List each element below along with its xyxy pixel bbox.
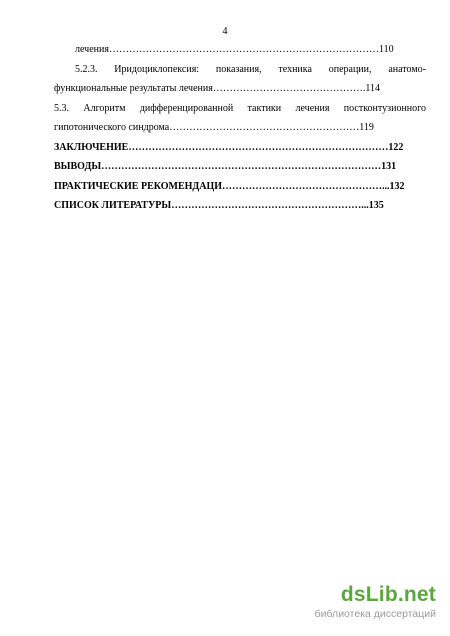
page-number: 4: [222, 26, 228, 37]
toc-entry-continuation: лечения………………………………………………………………………110: [75, 44, 394, 55]
watermark-logo: dsLib.net: [340, 583, 436, 606]
toc-entry-5-2-3-continuation: функциональные результаты лечения……………………………………….114: [54, 83, 380, 94]
toc-entry-5-3-continuation: гипотонического синдрома…………………………………………………119: [54, 122, 374, 133]
toc-entry-conclusion: ЗАКЛЮЧЕНИЕ……………………………………………………………………122: [54, 141, 404, 153]
watermark: [256, 583, 436, 625]
toc-entry-findings: ВЫВОДЫ…………………………………………………………………………131: [54, 161, 397, 172]
watermark-caption: библиотека диссертаций: [314, 608, 436, 620]
toc-entry-5-3: 5.3. Алгоритм дифференцированной тактики лечения постконтузионного: [54, 102, 426, 114]
toc-entry-references: СПИСОК ЛИТЕРАТУРЫ…………………………………………………...135: [54, 200, 384, 211]
table-of-contents: [54, 40, 426, 216]
toc-entry-recommendations: ПРАКТИЧЕСКИЕ РЕКОМЕНДАЦИ…………………………………………...132: [54, 180, 405, 192]
toc-entry-5-2-3: 5.2.3. Иридоциклопексия: показания, техника операции, анатомо-: [75, 63, 426, 75]
